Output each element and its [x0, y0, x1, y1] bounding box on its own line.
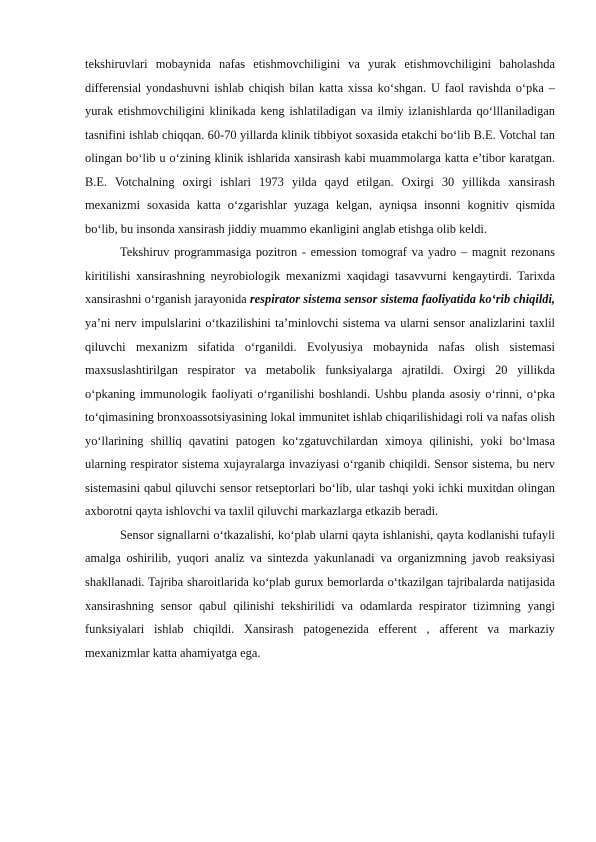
paragraph-sensor-signals: Sensor signallarni o‘tkazalishi, ko‘plab ularni qayta ishlanishi, qayta kodlanishi tufayli amalga oshirilib, yuqori analiz va sintezda yakunlanadi va organizmning javob reaksiyasi shakllanadi. Tajriba sharoitlarida ko‘plab gurux bemorlarda o‘tkazilgan tajribalarda natijasida xansirashning sensor qabul qilinishi tekshirilidi va odamlarda respirator tizimning yangi funksiyalari ishlab chiqildi. Xansirash patogenezida efferent , afferent va markaziy mexanizmlar katta ahamiyatga ega. [85, 527, 555, 660]
paragraph-text-before-emphasis: Tekshiruv programmasiga pozitron - emession tomograf va yadro – magnit rezonans kiritilishi xansirashning neyrobiologik mexanizmi xaqidagi tasavvurni kengaytirdi. Tarixda xansirashni o‘rganish jarayonida [85, 245, 555, 307]
paragraph-sensor-system [85, 241, 555, 524]
paragraph-history-votchal: tekshiruvlari mobaynida nafas etishmovchiligini va yurak etishmovchiligini baholashda differensial yondashuvni ishlab chiqish bilan katta xissa ko‘shgan. U faol ravishda o‘pka – yurak etishmovchiligini klinikada keng ishlatiladigan va ilmiy izlanishlarda qo‘lllaniladigan tasnifini ishlab chiqqan. 60-70 yillarda klinik tibbiyot soxasida etakchi bo‘lib B.E. Votchal tan olingan bo‘lib u o‘zining klinik ishlarida xansirash kabi muammolarga katta e’tibor karatgan. B.E. Votchalning oxirgi ishlari 1973 yilda qayd etilgan. Oxirgi 30 yillikda xansirash mexanizmi soxasida katta o‘zgarishlar yuzaga kelgan, ayniqsa insonni kognitiv qismida bo‘lib, bu insonda xansirash jiddiy muammo ekanligini anglab etishga olib keldi. [85, 57, 555, 236]
emphasized-phrase: respirator sistema sensor sistema faoliyatida ko‘rib chiqildi, [249, 292, 555, 307]
paragraph-text-after-emphasis: ya’ni nerv impulslarini o‘tkazilishini ta’minlovchi sistema va ularni sensor analizlarini taxlil qiluvchi mexanizm sifatida o‘rganildi. Evolyusiya mobaynida nafas olish sistemasi maxsuslashtirilgan respirator va metabolik funksiyalarga ajratildi. Oxirgi 20 yillikda o‘pkaning immunologik faoliyati o‘rganilishi boshlandi. Ushbu planda asosiy o‘rinni, o‘pka to‘qimasining bronxoassotsiyasining lokal immunitet ishlab chiqarilishidagi roli va nafas olish yo‘llarining shilliq qavatini patogen ko‘zgatuvchilardan ximoya qilinishi, yoki bo‘lmasa ularning respirator sistema xujayralarga invaziyasi o‘rganib chiqildi. Sensor sistema, bu nerv sistemasini qabul qiluvchi sensor retseptorlari bo‘lib, ular tashqi yoki ichki muxitdan olingan axborotni qayta ishlovchi va taxlil qiluvchi markazlarga etkazib beradi. [85, 316, 555, 519]
document-page [85, 53, 555, 665]
